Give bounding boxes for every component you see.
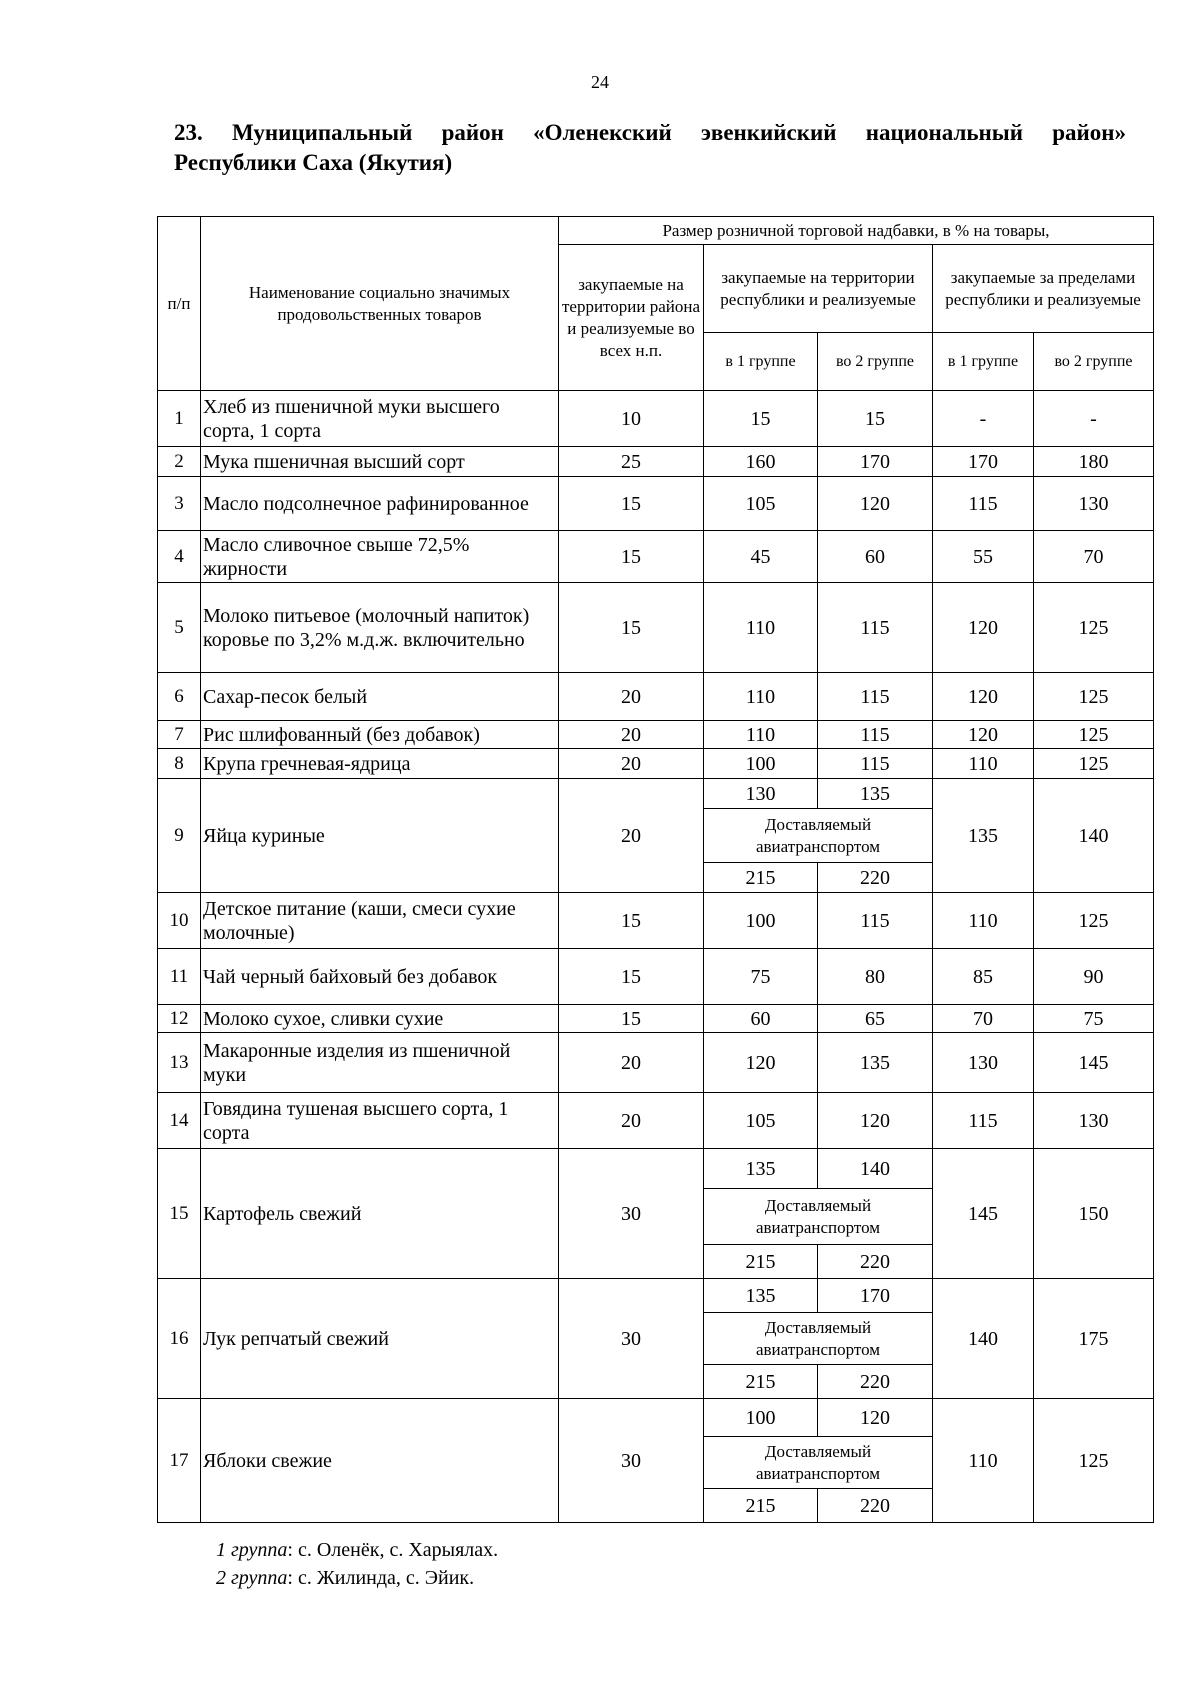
value-republic-g2: 115 [818,749,933,779]
value-outside-g2: - [1034,391,1154,447]
product-name: Хлеб из пшеничной муки высшего сорта, 1 сорта [201,391,559,447]
value-republic-g2: 135 [818,779,933,809]
value-republic-g1: 135 [704,1279,818,1313]
value-republic-g1: 110 [704,721,818,749]
value-republic-g1: 75 [704,949,818,1005]
value-republic-g2: 115 [818,721,933,749]
table-row [158,1279,1154,1313]
header-republic: закупаемые на территории республики и реализуемые [704,245,933,333]
table-row [158,1093,1154,1149]
value-republic-g1: 100 [704,1399,818,1437]
row-number: 15 [158,1149,201,1279]
header-republic-g2: во 2 группе [818,333,933,391]
value-republic-g1: 110 [704,583,818,673]
value-outside-g1: 170 [933,447,1034,477]
title-line-1: 23. Муниципальный район «Оленекский эвенкийский национальный район» [174,120,1126,145]
table-row [158,531,1154,583]
value-outside-g1: 145 [933,1149,1034,1279]
product-name: Говядина тушеная высшего сорта, 1 сорта [201,1093,559,1149]
value-republic-g1: 160 [704,447,818,477]
value-republic-g1: 45 [704,531,818,583]
value-outside-g2: 125 [1034,749,1154,779]
header-outside-g2: во 2 группе [1034,333,1154,391]
table-row [158,447,1154,477]
value-air-g2: 220 [818,1245,933,1279]
product-name: Детское питание (каши, смеси сухие молочные) [201,893,559,949]
value-outside-g1: 115 [933,1093,1034,1149]
table-row [158,721,1154,749]
value-local: 30 [559,1149,704,1279]
value-local: 30 [559,1399,704,1523]
table-row [158,749,1154,779]
value-republic-g2: 15 [818,391,933,447]
header-outside-g1: в 1 группе [933,333,1034,391]
header-local: закупаемые на территории района и реализуемые во всех н.п. [559,245,704,391]
value-outside-g1: 85 [933,949,1034,1005]
value-outside-g1: 140 [933,1279,1034,1399]
value-republic-g1: 130 [704,779,818,809]
row-number: 13 [158,1033,201,1093]
footnote-group-1 [216,1536,498,1564]
product-name: Макаронные изделия из пшеничной муки [201,1033,559,1093]
product-name: Лук репчатый свежий [201,1279,559,1399]
air-delivery-note: Доставляемый авиатранспортом [704,1313,933,1365]
value-republic-g2: 135 [818,1033,933,1093]
value-air-g1: 215 [704,863,818,893]
value-outside-g2: 140 [1034,779,1154,893]
air-delivery-note: Доставляемый авиатранспортом [704,809,933,863]
value-republic-g2: 120 [818,477,933,531]
header-markup: Размер розничной торговой надбавки, в % на товары, [559,217,1154,245]
table-row [158,1149,1154,1189]
value-outside-g2: 130 [1034,1093,1154,1149]
row-number: 5 [158,583,201,673]
table-row [158,1033,1154,1093]
product-name: Крупа гречневая-ядрица [201,749,559,779]
value-republic-g1: 100 [704,893,818,949]
value-outside-g1: 130 [933,1033,1034,1093]
value-local: 20 [559,721,704,749]
value-republic-g2: 170 [818,1279,933,1313]
value-outside-g2: 75 [1034,1005,1154,1033]
product-name: Чай черный байховый без добавок [201,949,559,1005]
product-name: Мука пшеничная высший сорт [201,447,559,477]
product-name: Молоко питьевое (молочный напиток) коровье по 3,2% м.д.ж. включительно [201,583,559,673]
value-republic-g1: 105 [704,1093,818,1149]
value-local: 20 [559,673,704,721]
value-outside-g1: 70 [933,1005,1034,1033]
value-republic-g2: 120 [818,1399,933,1437]
row-number: 2 [158,447,201,477]
product-name: Масло сливочное свыше 72,5% жирности [201,531,559,583]
value-outside-g2: 175 [1034,1279,1154,1399]
value-air-g2: 220 [818,1489,933,1523]
value-republic-g2: 170 [818,447,933,477]
row-number: 7 [158,721,201,749]
value-air-g1: 215 [704,1245,818,1279]
value-local: 30 [559,1279,704,1399]
product-name: Рис шлифованный (без добавок) [201,721,559,749]
value-air-g2: 220 [818,1365,933,1399]
footnote-text: : с. Оленёк, с. Харыялах. [287,1539,499,1561]
value-republic-g2: 115 [818,673,933,721]
header-name: Наименование социально значимых продовольственных товаров [201,217,559,391]
value-air-g1: 215 [704,1365,818,1399]
header-outside: закупаемые за пределами республики и реализуемые [933,245,1154,333]
value-outside-g2: 90 [1034,949,1154,1005]
page-title [174,118,1126,178]
value-outside-g2: 125 [1034,1399,1154,1523]
footnote-label: 2 группа [216,1567,288,1589]
value-local: 20 [559,1033,704,1093]
product-name: Масло подсолнечное рафинированное [201,477,559,531]
value-outside-g1: 115 [933,477,1034,531]
row-number: 8 [158,749,201,779]
value-republic-g2: 115 [818,893,933,949]
value-republic-g2: 65 [818,1005,933,1033]
value-local: 15 [559,477,704,531]
footnotes [216,1536,498,1592]
table-row [158,673,1154,721]
row-number: 11 [158,949,201,1005]
value-republic-g1: 120 [704,1033,818,1093]
row-number: 17 [158,1399,201,1523]
value-local: 20 [559,779,704,893]
row-number: 1 [158,391,201,447]
header-republic-g1: в 1 группе [704,333,818,391]
value-outside-g2: 180 [1034,447,1154,477]
value-outside-g1: - [933,391,1034,447]
value-local: 15 [559,949,704,1005]
row-number: 9 [158,779,201,893]
footnote-group-2 [216,1564,498,1592]
row-number: 14 [158,1093,201,1149]
value-outside-g1: 120 [933,583,1034,673]
value-republic-g2: 120 [818,1093,933,1149]
product-name: Яблоки свежие [201,1399,559,1523]
value-republic-g2: 140 [818,1149,933,1189]
value-outside-g2: 150 [1034,1149,1154,1279]
product-name: Молоко сухое, сливки сухие [201,1005,559,1033]
row-number: 3 [158,477,201,531]
value-air-g1: 215 [704,1489,818,1523]
value-local: 15 [559,531,704,583]
value-outside-g1: 135 [933,779,1034,893]
value-outside-g2: 130 [1034,477,1154,531]
value-local: 10 [559,391,704,447]
row-number: 12 [158,1005,201,1033]
value-republic-g1: 135 [704,1149,818,1189]
table-row [158,779,1154,809]
value-local: 25 [559,447,704,477]
value-outside-g2: 125 [1034,893,1154,949]
value-air-g2: 220 [818,863,933,893]
value-republic-g2: 115 [818,583,933,673]
table-row [158,477,1154,531]
value-republic-g1: 105 [704,477,818,531]
air-delivery-note: Доставляемый авиатранспортом [704,1189,933,1245]
product-name: Картофель свежий [201,1149,559,1279]
row-number: 4 [158,531,201,583]
table-row [158,1005,1154,1033]
table-row [158,949,1154,1005]
value-outside-g1: 110 [933,749,1034,779]
value-republic-g2: 60 [818,531,933,583]
air-delivery-note: Доставляемый авиатранспортом [704,1437,933,1489]
value-republic-g1: 60 [704,1005,818,1033]
value-outside-g2: 70 [1034,531,1154,583]
row-number: 16 [158,1279,201,1399]
value-republic-g1: 100 [704,749,818,779]
value-outside-g1: 120 [933,721,1034,749]
table-row [158,893,1154,949]
markup-table [157,216,1154,1523]
value-outside-g2: 125 [1034,673,1154,721]
value-local: 20 [559,1093,704,1149]
value-outside-g1: 120 [933,673,1034,721]
value-republic-g1: 110 [704,673,818,721]
product-name: Сахар-песок белый [201,673,559,721]
value-outside-g1: 55 [933,531,1034,583]
value-outside-g2: 125 [1034,721,1154,749]
value-outside-g2: 125 [1034,583,1154,673]
value-local: 15 [559,1005,704,1033]
value-republic-g1: 15 [704,391,818,447]
footnote-label: 1 группа [216,1539,288,1561]
value-outside-g1: 110 [933,1399,1034,1523]
title-line-2: Республики Саха (Якутия) [174,150,453,175]
product-name: Яйца куриные [201,779,559,893]
footnote-text: : с. Жилинда, с. Эйик. [287,1567,475,1589]
value-local: 15 [559,893,704,949]
row-number: 6 [158,673,201,721]
value-local: 20 [559,749,704,779]
value-outside-g2: 145 [1034,1033,1154,1093]
table-row [158,583,1154,673]
value-outside-g1: 110 [933,893,1034,949]
table-row [158,1399,1154,1437]
table-row [158,391,1154,447]
page-number: 24 [591,72,609,92]
row-number: 10 [158,893,201,949]
value-local: 15 [559,583,704,673]
value-republic-g2: 80 [818,949,933,1005]
header-num: п/п [158,217,201,391]
